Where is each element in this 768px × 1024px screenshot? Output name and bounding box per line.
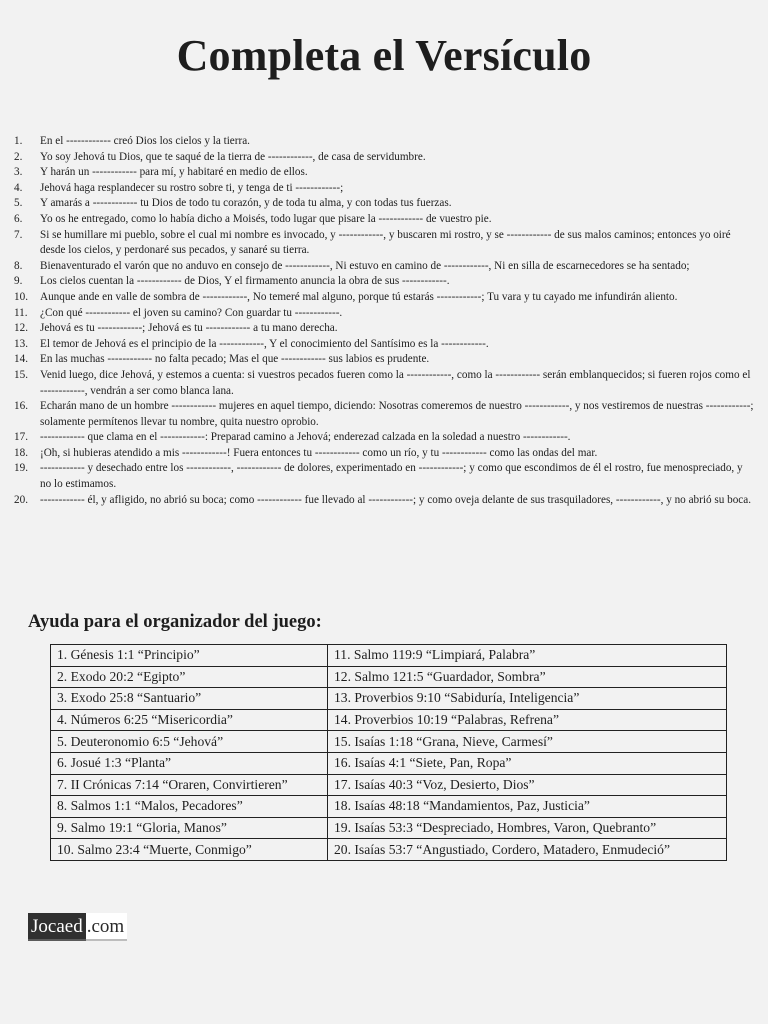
answer-cell: 18. Isaías 48:18 “Mandamientos, Paz, Justicia” <box>328 796 727 818</box>
answer-cell: 11. Salmo 119:9 “Limpiará, Palabra” <box>328 645 727 667</box>
answer-cell: 8. Salmos 1:1 “Malos, Pecadores” <box>51 796 328 818</box>
verse-text: Yo soy Jehová tu Dios, que te saqué de la tierra de ------------, de casa de servidumbre. <box>40 150 426 163</box>
verse-text: ¿Con qué ------------ el joven su camino? Con guardar tu ------------. <box>40 306 343 319</box>
verse-text: Jehová es tu ------------; Jehová es tu ------------ a tu mano derecha. <box>40 322 338 335</box>
verse-number: 1. <box>14 135 23 147</box>
table-row <box>51 817 727 839</box>
table-row <box>51 645 727 667</box>
verse-number: 9. <box>14 275 23 288</box>
verse-text: ¡Oh, si hubieras atendido a mis ------------! Fuera entonces tu ------------ como un río, y tu ------------ como las ondas del mar. <box>40 446 598 459</box>
table-row <box>51 666 727 688</box>
answer-cell: 9. Salmo 19:1 “Gloria, Manos” <box>51 817 328 839</box>
verse-number: 11. <box>14 306 28 319</box>
table-row <box>51 774 727 796</box>
answer-cell: 6. Josué 1:3 “Planta” <box>51 752 328 774</box>
verse-text: Los cielos cuentan la ------------ de Dios, Y el firmamento anuncia la obra de sus ------------. <box>40 275 450 288</box>
verse-item <box>14 134 754 150</box>
verse-number: 16. <box>14 400 28 413</box>
jocaed-logo[interactable] <box>28 913 127 941</box>
table-row <box>51 731 727 753</box>
answer-cell: 15. Isaías 1:18 “Grana, Nieve, Carmesí” <box>328 731 727 753</box>
verse-text: En las muchas ------------ no falta pecado; Mas el que ------------ sus labios es prudente. <box>40 353 430 366</box>
verse-item <box>14 259 754 275</box>
verse-item <box>14 399 754 430</box>
verse-item <box>14 337 754 353</box>
verse-list <box>14 134 754 508</box>
verse-text: Bienaventurado el varón que no anduvo en consejo de ------------, Ni estuvo en camino de ------------, Ni en silla de escarnecedores se ha sentado; <box>40 259 690 272</box>
answer-cell: 19. Isaías 53:3 “Despreciado, Hombres, Varon, Quebranto” <box>328 817 727 839</box>
help-title: Ayuda para el organizador del juego: <box>28 612 322 632</box>
verse-text: ------------ él, y afligido, no abrió su boca; como ------------ fue llevado al ------------; y como oveja delante de sus trasquiladores, ------------, y no abrió su boca. <box>40 493 752 506</box>
verse-item <box>14 430 754 446</box>
verse-item <box>14 368 754 399</box>
answer-cell: 17. Isaías 40:3 “Voz, Desierto, Dios” <box>328 774 727 796</box>
answer-cell: 13. Proverbios 9:10 “Sabiduría, Inteligencia” <box>328 688 727 710</box>
verse-number: 17. <box>14 431 28 444</box>
verse-item <box>14 306 754 322</box>
verse-text: Venid luego, dice Jehová, y estemos a cuenta: si vuestros pecados fueren como la ------------, como la ------------ serán emblanquecidos; si fueren rojos como el ------------, vendrán a ser como blanca lana. <box>40 368 751 397</box>
answer-cell: 2. Exodo 20:2 “Egipto” <box>51 666 328 688</box>
verse-number: 5. <box>14 197 23 210</box>
verse-number: 13. <box>14 337 28 350</box>
answer-cell: 5. Deuteronomio 6:5 “Jehová” <box>51 731 328 753</box>
verse-number: 12. <box>14 322 28 335</box>
verse-item <box>14 212 754 228</box>
verse-text: El temor de Jehová es el principio de la ------------, Y el conocimiento del Santísimo es la ------------. <box>40 337 489 350</box>
verse-number: 15. <box>14 368 28 381</box>
verse-number: 18. <box>14 446 28 459</box>
verse-number: 20. <box>14 493 28 506</box>
verse-text: ------------ y desechado entre los ------------, ------------ de dolores, experimentado en ------------; y como que escondimos de él el rostro, fue menospreciado, y no lo estimamos. <box>40 462 743 491</box>
verse-text: ------------ que clama en el ------------: Preparad camino a Jehová; enderezad calzada en la soledad a nuestro ------------. <box>40 431 571 444</box>
verse-text: Y amarás a ------------ tu Dios de todo tu corazón, y de toda tu alma, y con todas tus fuerzas. <box>40 197 452 210</box>
table-row <box>51 796 727 818</box>
page-title: Completa el Versículo <box>176 31 592 80</box>
verse-number: 3. <box>14 166 23 179</box>
answer-cell: 3. Exodo 25:8 “Santuario” <box>51 688 328 710</box>
verse-item <box>14 228 754 259</box>
verse-number: 4. <box>14 181 23 194</box>
verse-item <box>14 461 754 492</box>
answer-cell: 1. Génesis 1:1 “Principio” <box>51 645 328 667</box>
logo-domain-text: .com <box>86 913 127 941</box>
answer-cell: 20. Isaías 53:7 “Angustiado, Cordero, Matadero, Enmudeció” <box>328 839 727 861</box>
table-row <box>51 709 727 731</box>
answer-cell: 10. Salmo 23:4 “Muerte, Conmigo” <box>51 839 328 861</box>
verse-text: Yo os he entregado, como lo había dicho a Moisés, todo lugar que pisare la ------------ de vuestro pie. <box>40 212 492 225</box>
answer-cell: 7. II Crónicas 7:14 “Oraren, Convirtieren” <box>51 774 328 796</box>
table-row <box>51 839 727 861</box>
answer-table <box>50 644 727 861</box>
verse-item <box>14 150 754 166</box>
answer-cell: 12. Salmo 121:5 “Guardador, Sombra” <box>328 666 727 688</box>
verse-number: 8. <box>14 259 23 272</box>
verse-item <box>14 493 754 509</box>
verse-text: Si se humillare mi pueblo, sobre el cual mi nombre es invocado, y ------------, y buscaren mi rostro, y se ------------ de sus malos caminos; entonces yo oiré desde los cielos, y perdonaré sus pecados, y sanaré su tierra. <box>40 228 731 257</box>
verse-number: 19. <box>14 462 28 475</box>
verse-number: 14. <box>14 353 28 366</box>
verse-item <box>14 196 754 212</box>
verse-number: 10. <box>14 290 28 303</box>
table-row <box>51 752 727 774</box>
verse-item <box>14 321 754 337</box>
table-row <box>51 688 727 710</box>
answer-cell: 14. Proverbios 10:19 “Palabras, Refrena” <box>328 709 727 731</box>
answer-cell: 16. Isaías 4:1 “Siete, Pan, Ropa” <box>328 752 727 774</box>
verse-text: En el ------------ creó Dios los cielos y la tierra. <box>40 135 250 147</box>
verse-item <box>14 181 754 197</box>
verse-item <box>14 274 754 290</box>
verse-number: 2. <box>14 150 23 163</box>
logo-main-text: Jocaed <box>28 913 86 941</box>
verse-text: Echarán mano de un hombre ------------ mujeres en aquel tiempo, diciendo: Nosotras comeremos de nuestro ------------, y nos vestiremos de nuestras ------------; solamente permítenos llevar tu nombre, quita nuestro oprobio. <box>40 400 754 428</box>
verse-text: Aunque ande en valle de sombra de ------------, No temeré mal alguno, porque tú estarás ------------; Tu vara y tu cayado me infundirán aliento. <box>40 290 678 303</box>
answer-cell: 4. Números 6:25 “Misericordia” <box>51 709 328 731</box>
verse-text: Jehová haga resplandecer su rostro sobre ti, y tenga de ti ------------; <box>40 181 344 194</box>
verse-item <box>14 352 754 368</box>
verse-number: 7. <box>14 228 23 241</box>
verse-item <box>14 165 754 181</box>
verse-item <box>14 446 754 462</box>
verse-text: Y harán un ------------ para mí, y habitaré en medio de ellos. <box>40 166 308 179</box>
verse-item <box>14 290 754 306</box>
verse-number: 6. <box>14 212 23 225</box>
